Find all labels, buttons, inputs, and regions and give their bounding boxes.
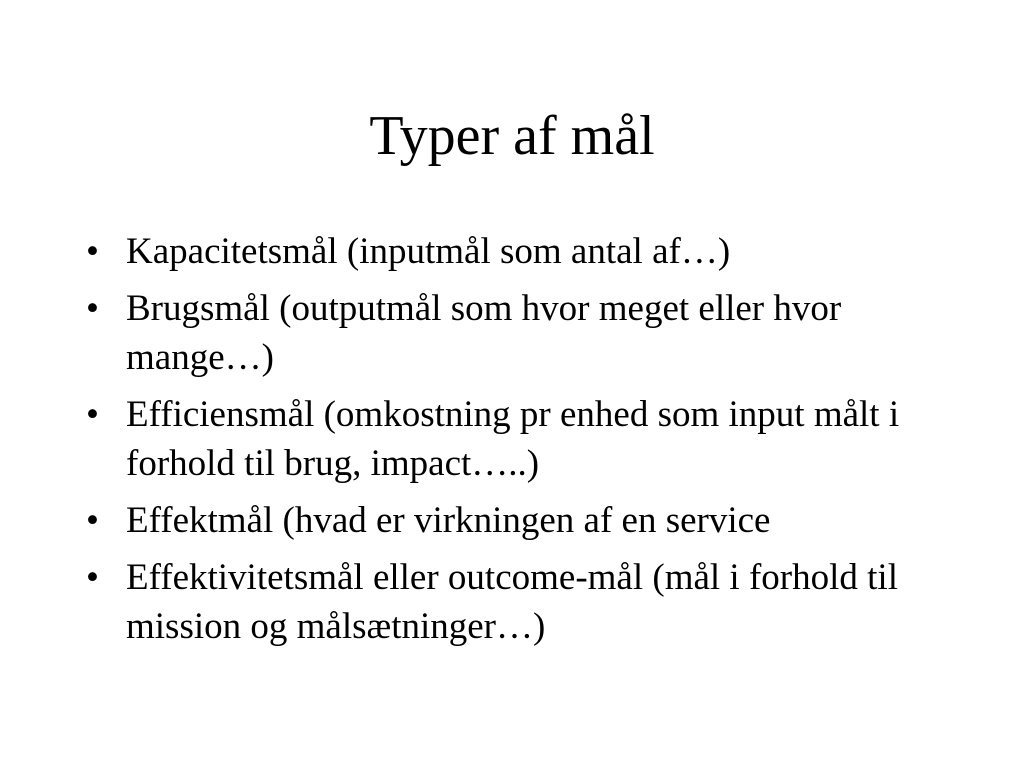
bullet-point-icon: • (86, 231, 99, 272)
bullet-text: Efficiensmål (omkostning pr enhed som input målt i forhold til brug, impact…..) (126, 394, 900, 484)
bullet-text: Brugsmål (outputmål som hvor meget eller hvor mange…) (126, 288, 842, 378)
bullet-item-effektivitetsmaal (86, 553, 956, 651)
bullet-text: Effektmål (hvad er virkningen af en service (126, 500, 771, 541)
bullet-point-icon: • (86, 288, 99, 329)
bullet-item-kapacitetsmaal (86, 227, 956, 276)
bullet-item-brugsmaal (86, 284, 956, 382)
bullet-item-effektmaal (86, 496, 956, 545)
bullet-text: Effektivitetsmål eller outcome-mål (mål i forhold til mission og målsætninger…) (126, 557, 898, 647)
bullet-item-efficiensmaal (86, 390, 956, 488)
bullet-list (86, 227, 956, 659)
bullet-text: Kapacitetsmål (inputmål som antal af…) (126, 231, 731, 272)
bullet-point-icon: • (86, 500, 99, 541)
slide-title: Typer af mål (369, 105, 655, 167)
bullet-point-icon: • (86, 394, 99, 435)
bullet-point-icon: • (86, 557, 99, 598)
